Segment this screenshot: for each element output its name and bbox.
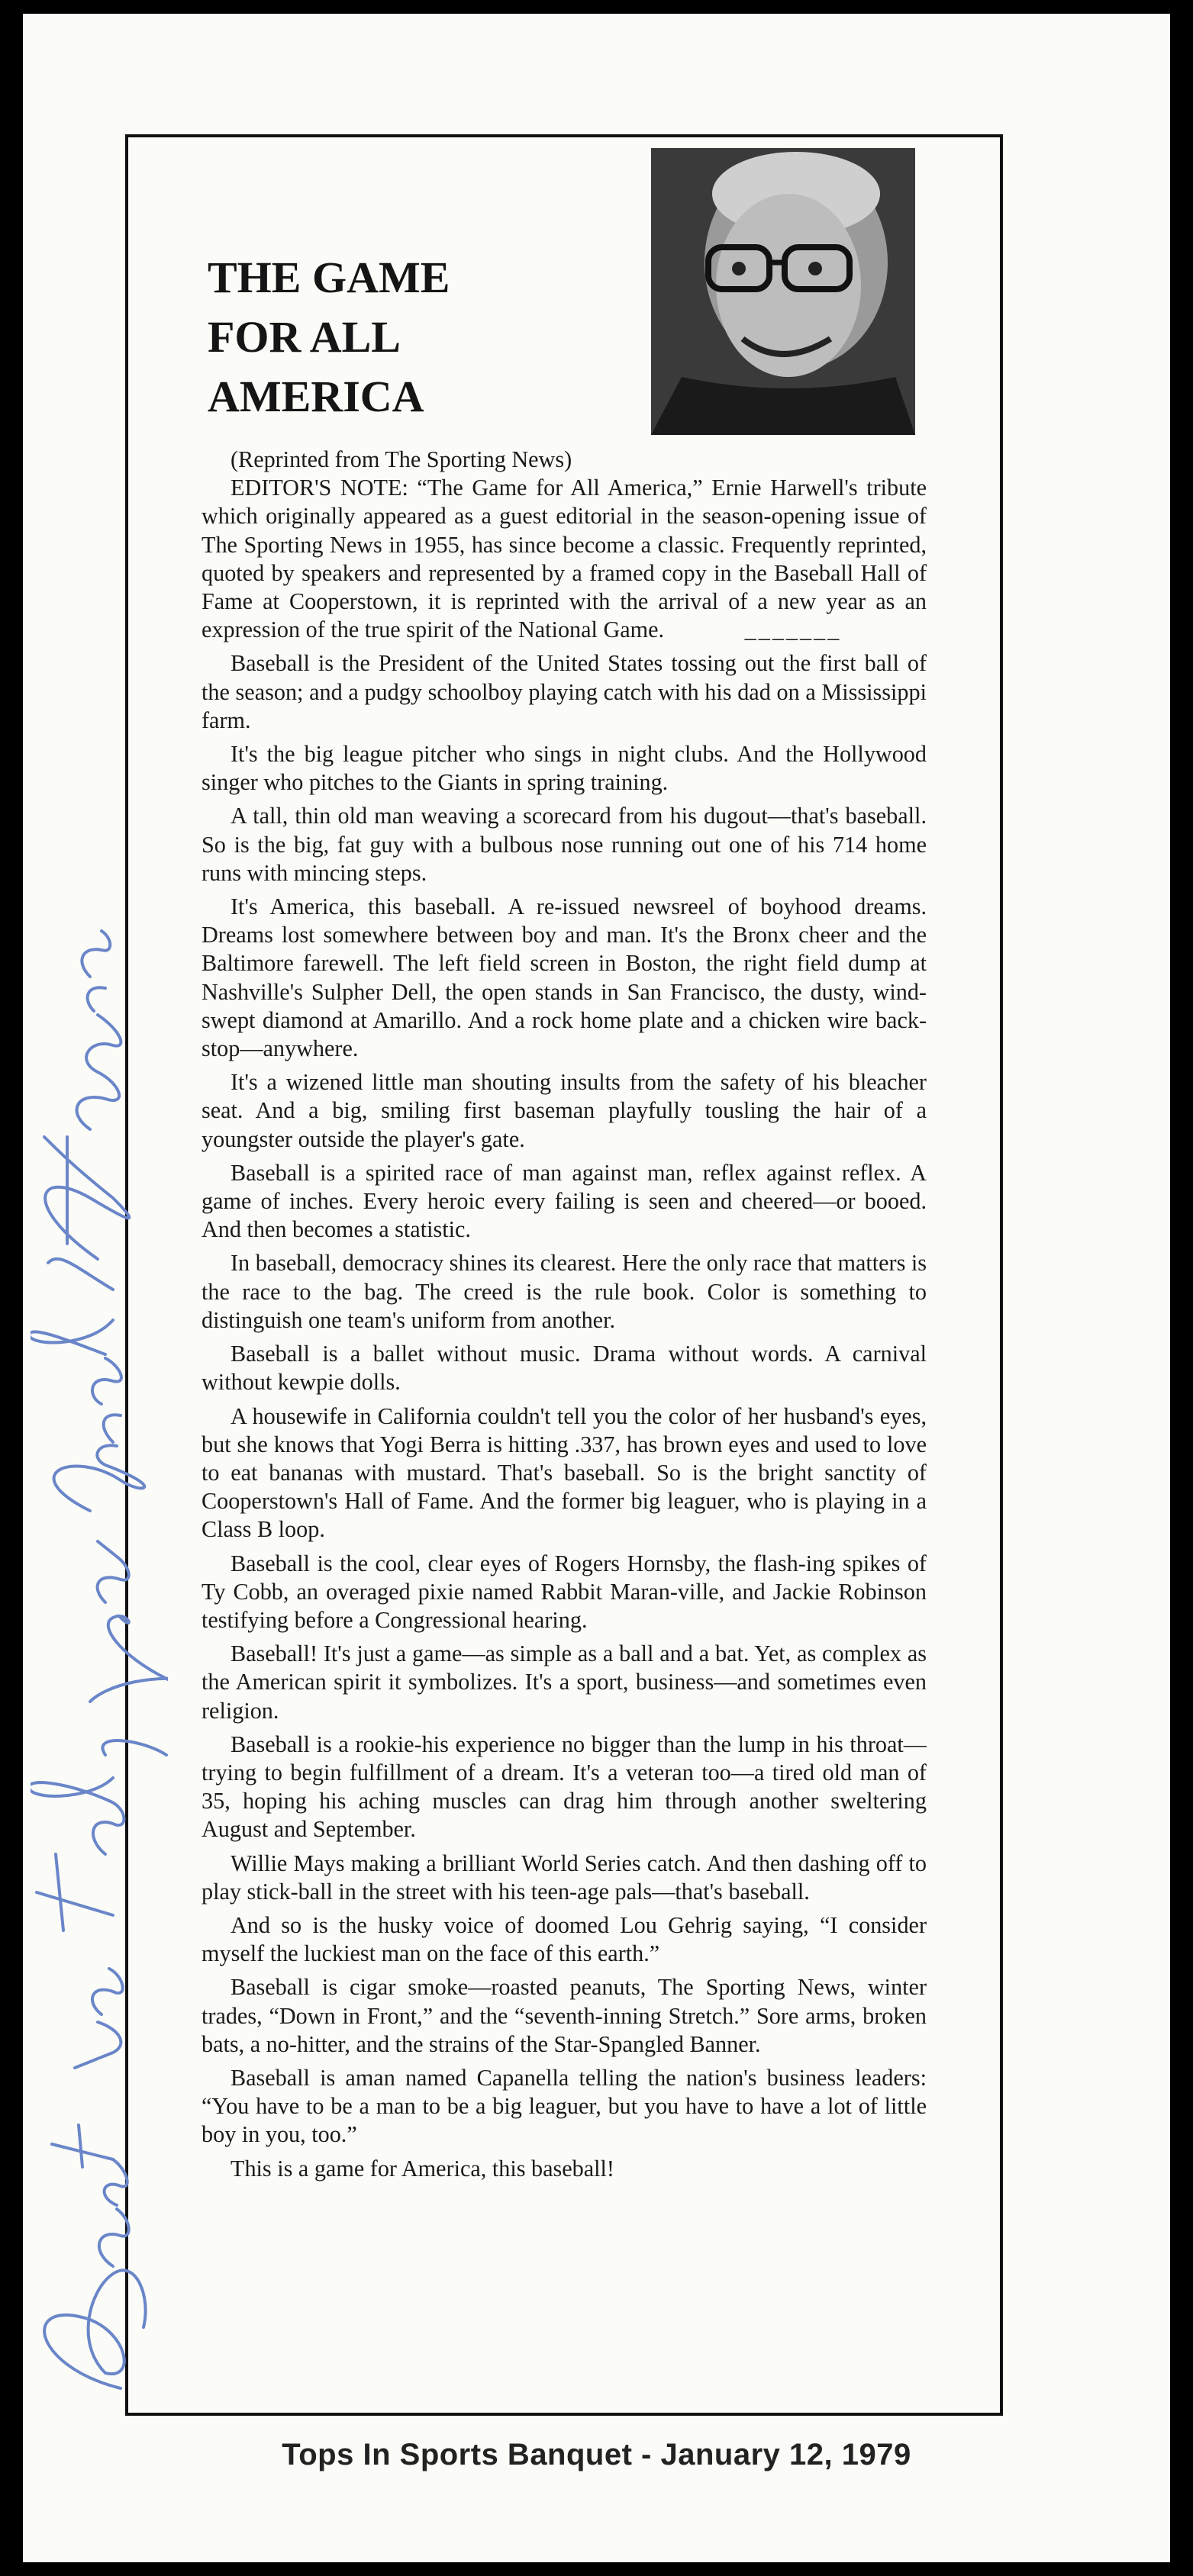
- editor-note: [202, 474, 927, 644]
- title-line: AMERICA: [208, 372, 424, 421]
- paragraph: Baseball is the President of the United States tossing out the first ball of the season; and a pudgy schoolboy playing catch with his dad on a Mississippi farm.: [202, 650, 927, 733]
- article-body: [202, 446, 927, 2183]
- editor-note-text: EDITOR'S NOTE: “The Game for All America,” Ernie Harwell's tribute which originally appeared as a guest editorial in the season-opening issue of The Sporting News in 1955, has since become a classic. Frequently reprinted, quoted by speakers and represented by a framed copy in the Baseball Hall of Fame at Cooperstown, it is reprinted with the arrival of a new year as an expression of the true spirit of the National Game.: [202, 475, 927, 643]
- paragraph: Willie Mays making a brilliant World Series catch. And then dashing off to play stick-ball in the street with his teen-age pals—that's baseball.: [202, 1850, 927, 1905]
- event-footer: Tops In Sports Banquet - January 12, 1979: [282, 2438, 911, 2471]
- paragraph: It's the big league pitcher who sings in night clubs. And the Hollywood singer who pitches to the Giants in spring training.: [202, 741, 927, 796]
- title-line: THE GAME: [208, 253, 450, 302]
- paragraph: This is a game for America, this baseball!: [231, 2155, 614, 2182]
- paragraph: Baseball is aman named Capanella telling the nation's business leaders: “You have to be a man to be a big leaguer, but you have to have a lot of little boy in you, too.”: [202, 2064, 927, 2148]
- paragraph: A tall, thin old man weaving a scorecard from his dugout—that's baseball. So is the big, fat guy with a bulbous nose running out one of his 714 home runs with mincing steps.: [202, 803, 927, 886]
- paragraph: Baseball! It's just a game—as simple as a ball and a bat. Yet, as complex as the American spirit it symbolizes. It's a sport, business—and sometimes even religion.: [202, 1641, 927, 1724]
- paragraph: Baseball is a rookie-his experience no bigger than the lump in his throat—trying to begin fulfillment of a dream. It's a veteran too—a tired old man of 35, hoping his aching muscles can drag him through another sweltering August and September.: [202, 1731, 927, 1843]
- separator: _______: [744, 617, 842, 643]
- paragraph: A housewife in California couldn't tell you the color of her husband's eyes, but she knows that Yogi Berra is hitting .337, has brown eyes and used to love to eat bananas with mustard. That's baseball. So is the bright sanctity of Cooperstown's Hall of Fame. And the former big leaguer, who is playing in a Class B loop.: [202, 1402, 927, 1543]
- paragraph: And so is the husky voice of doomed Lou Gehrig saying, “I consider myself the luckiest man on the face of this earth.”: [202, 1911, 927, 1967]
- handwritten-inscription: [31, 877, 168, 2404]
- article-title: [208, 248, 528, 427]
- title-line: FOR ALL: [208, 312, 401, 362]
- paragraph: It's a wizened little man shouting insults from the safety of his bleacher seat. And a big, smiling first baseman playfully tousling the hair of a youngster outside the player's gate.: [202, 1069, 927, 1152]
- paragraph: In baseball, democracy shines its clearest. Here the only race that matters is the race to the bag. The creed is the rule book. Color is something to distinguish one team's uniform from another.: [202, 1250, 927, 1333]
- paragraph: Baseball is the cool, clear eyes of Rogers Hornsby, the flash-ing spikes of Ty Cobb, an overaged pixie named Rabbit Maran-ville, and Jackie Robinson testifying before a Congressional hearing.: [202, 1550, 927, 1633]
- paragraph: Baseball is a spirited race of man against man, reflex against reflex. A game of inches. Every heroic every failing is seen and cheered—or booed. And then becomes a statistic.: [202, 1159, 927, 1243]
- paragraph: Baseball is cigar smoke—roasted peanuts, The Sporting News, winter trades, “Down in Front,” and the “seventh-inning Stretch.” Sore arms, broken bats, a no-hitter, and the strains of the Star-Spangled Banner.: [202, 1974, 927, 2057]
- paragraph: It's America, this baseball. A re-issued newsreel of boyhood dreams. Dreams lost somewhere between boy and man. It's the Bronx cheer and the Baltimore farewell. The left field screen in Boston, the right field dump at Nashville's Sulpher Dell, the open stands in San Francisco, the dusty, wind-swept diamond at Amarillo. And a rock home plate and a chicken wire back-stop—anywhere.: [202, 894, 927, 1062]
- source-credit: (Reprinted from The Sporting News): [231, 446, 572, 472]
- paragraph: Baseball is a ballet without music. Drama without words. A carnival without kewpie dolls.: [202, 1341, 927, 1396]
- author-portrait-photo: [651, 148, 915, 435]
